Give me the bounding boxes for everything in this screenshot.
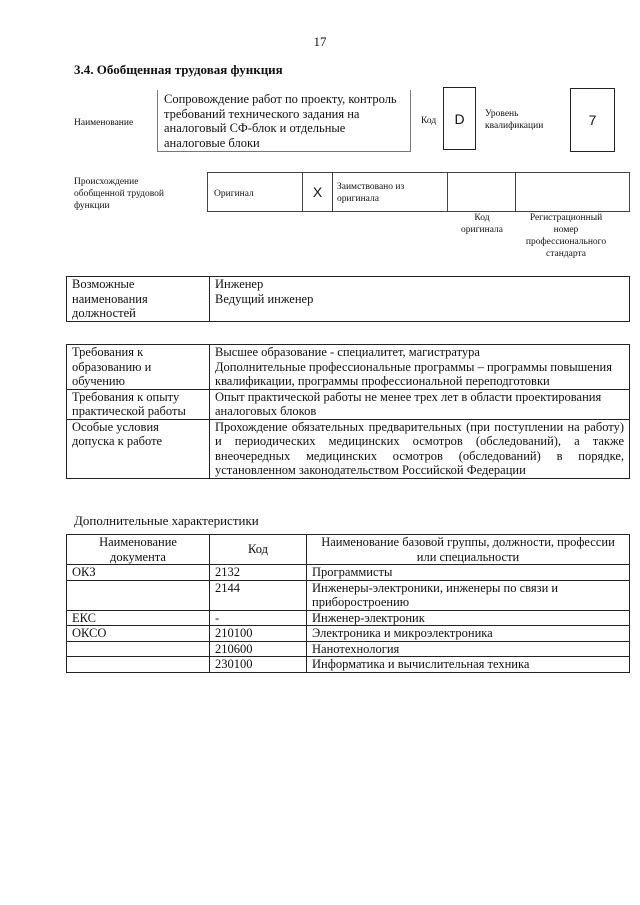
education-line: Дополнительные профессиональные программы – программы повышения квалификации, программы профессиональной переподготовки (215, 359, 612, 388)
table-row (67, 345, 630, 390)
origin-row (207, 172, 630, 212)
code-cell: - (210, 610, 307, 626)
positions-label: Возможные наименования должностей (67, 277, 210, 322)
table-row (67, 641, 630, 657)
education-value (210, 345, 630, 390)
table-row (67, 389, 630, 419)
doc-cell: ОКЗ (67, 565, 210, 581)
position-item: Ведущий инженер (215, 291, 314, 306)
experience-label: Требования к опыту практической работы (67, 389, 210, 419)
code-cell: 210600 (210, 641, 307, 657)
doc-cell (67, 580, 210, 610)
admission-value: Прохождение обязательных предварительных (при поступлении на работу) и периодических медицинских осмотров (обследований), а также внеочередных медицинских осмотров (обследований) в порядке, установленном законодательством Российской Федерации (210, 419, 630, 478)
origin-borrowed-line1: Заимствовано из (337, 182, 405, 192)
table-row (67, 610, 630, 626)
origin-reg-cell (515, 172, 630, 212)
function-name-value: Сопровождение работ по проекту, контроль требований технического задания на аналоговый СФ-блок и отдельные аналоговые блоки (157, 90, 411, 152)
cap-reg-line3: профессионального (525, 237, 607, 247)
code-cell: 230100 (210, 657, 307, 673)
origin-code-caption (452, 212, 512, 236)
origin-label-line1: Происхождение (74, 177, 139, 187)
column-header: Код (210, 535, 307, 565)
origin-borrowed-line2: оригинала (337, 194, 379, 204)
level-value: 7 (570, 88, 615, 152)
origin-code-cell (447, 172, 515, 212)
positions-value (210, 277, 630, 322)
requirements-table (66, 344, 630, 479)
cap-code-line2: оригинала (461, 225, 503, 235)
cap-reg-line4: стандарта (546, 249, 586, 259)
name-cell: Электроника и микроэлектроника (307, 626, 630, 642)
code-label: Код (421, 116, 437, 126)
origin-label-line2: обобщенной трудовой (74, 189, 164, 199)
section-title: 3.4. Обобщенная трудовая функция (74, 62, 283, 77)
table-header-row (67, 535, 630, 565)
origin-original: Оригинал (207, 172, 302, 212)
name-cell: Инженер-электроник (307, 610, 630, 626)
education-label: Требования к образованию и обучению (67, 345, 210, 390)
table-row (67, 277, 630, 322)
cap-reg-line2: номер (553, 225, 579, 235)
positions-table (66, 276, 630, 322)
code-value: D (443, 87, 476, 150)
name-cell: Программисты (307, 565, 630, 581)
code-cell: 2144 (210, 580, 307, 610)
level-label-line2: квалификации (485, 121, 544, 131)
column-header: Наименование документа (67, 535, 210, 565)
name-label: Наименование (74, 118, 134, 128)
position-item: Инженер (215, 277, 264, 291)
origin-reg-caption (516, 212, 616, 260)
origin-label-line3: функции (74, 201, 110, 211)
cap-code-line1: Код (474, 213, 490, 223)
name-cell: Нанотехнология (307, 641, 630, 657)
experience-value: Опыт практической работы не менее трех лет в области проектирования аналоговых блоков (210, 389, 630, 419)
origin-label (74, 176, 204, 212)
table-row (67, 565, 630, 581)
education-line: Высшее образование - специалитет, магистратура (215, 345, 480, 359)
level-label-line1: Уровень (485, 109, 519, 119)
table-row (67, 657, 630, 673)
additional-title: Дополнительные характеристики (74, 513, 259, 528)
table-row (67, 626, 630, 642)
additional-table (66, 534, 630, 673)
code-cell: 210100 (210, 626, 307, 642)
name-cell: Информатика и вычислительная техника (307, 657, 630, 673)
origin-borrowed (332, 172, 447, 212)
doc-cell (67, 657, 210, 673)
name-cell: Инженеры-электроники, инженеры по связи и приборостроению (307, 580, 630, 610)
origin-mark: X (302, 172, 332, 212)
code-cell: 2132 (210, 565, 307, 581)
table-row (67, 419, 630, 478)
admission-label: Особые условия допуска к работе (67, 419, 210, 478)
page-number: 17 (313, 34, 327, 49)
cap-reg-line1: Регистрационный (529, 213, 603, 223)
doc-cell: ЕКС (67, 610, 210, 626)
doc-cell: ОКСО (67, 626, 210, 642)
doc-cell (67, 641, 210, 657)
column-header: Наименование базовой группы, должности, профессии или специальности (307, 535, 630, 565)
level-label (485, 108, 543, 132)
table-row (67, 580, 630, 610)
